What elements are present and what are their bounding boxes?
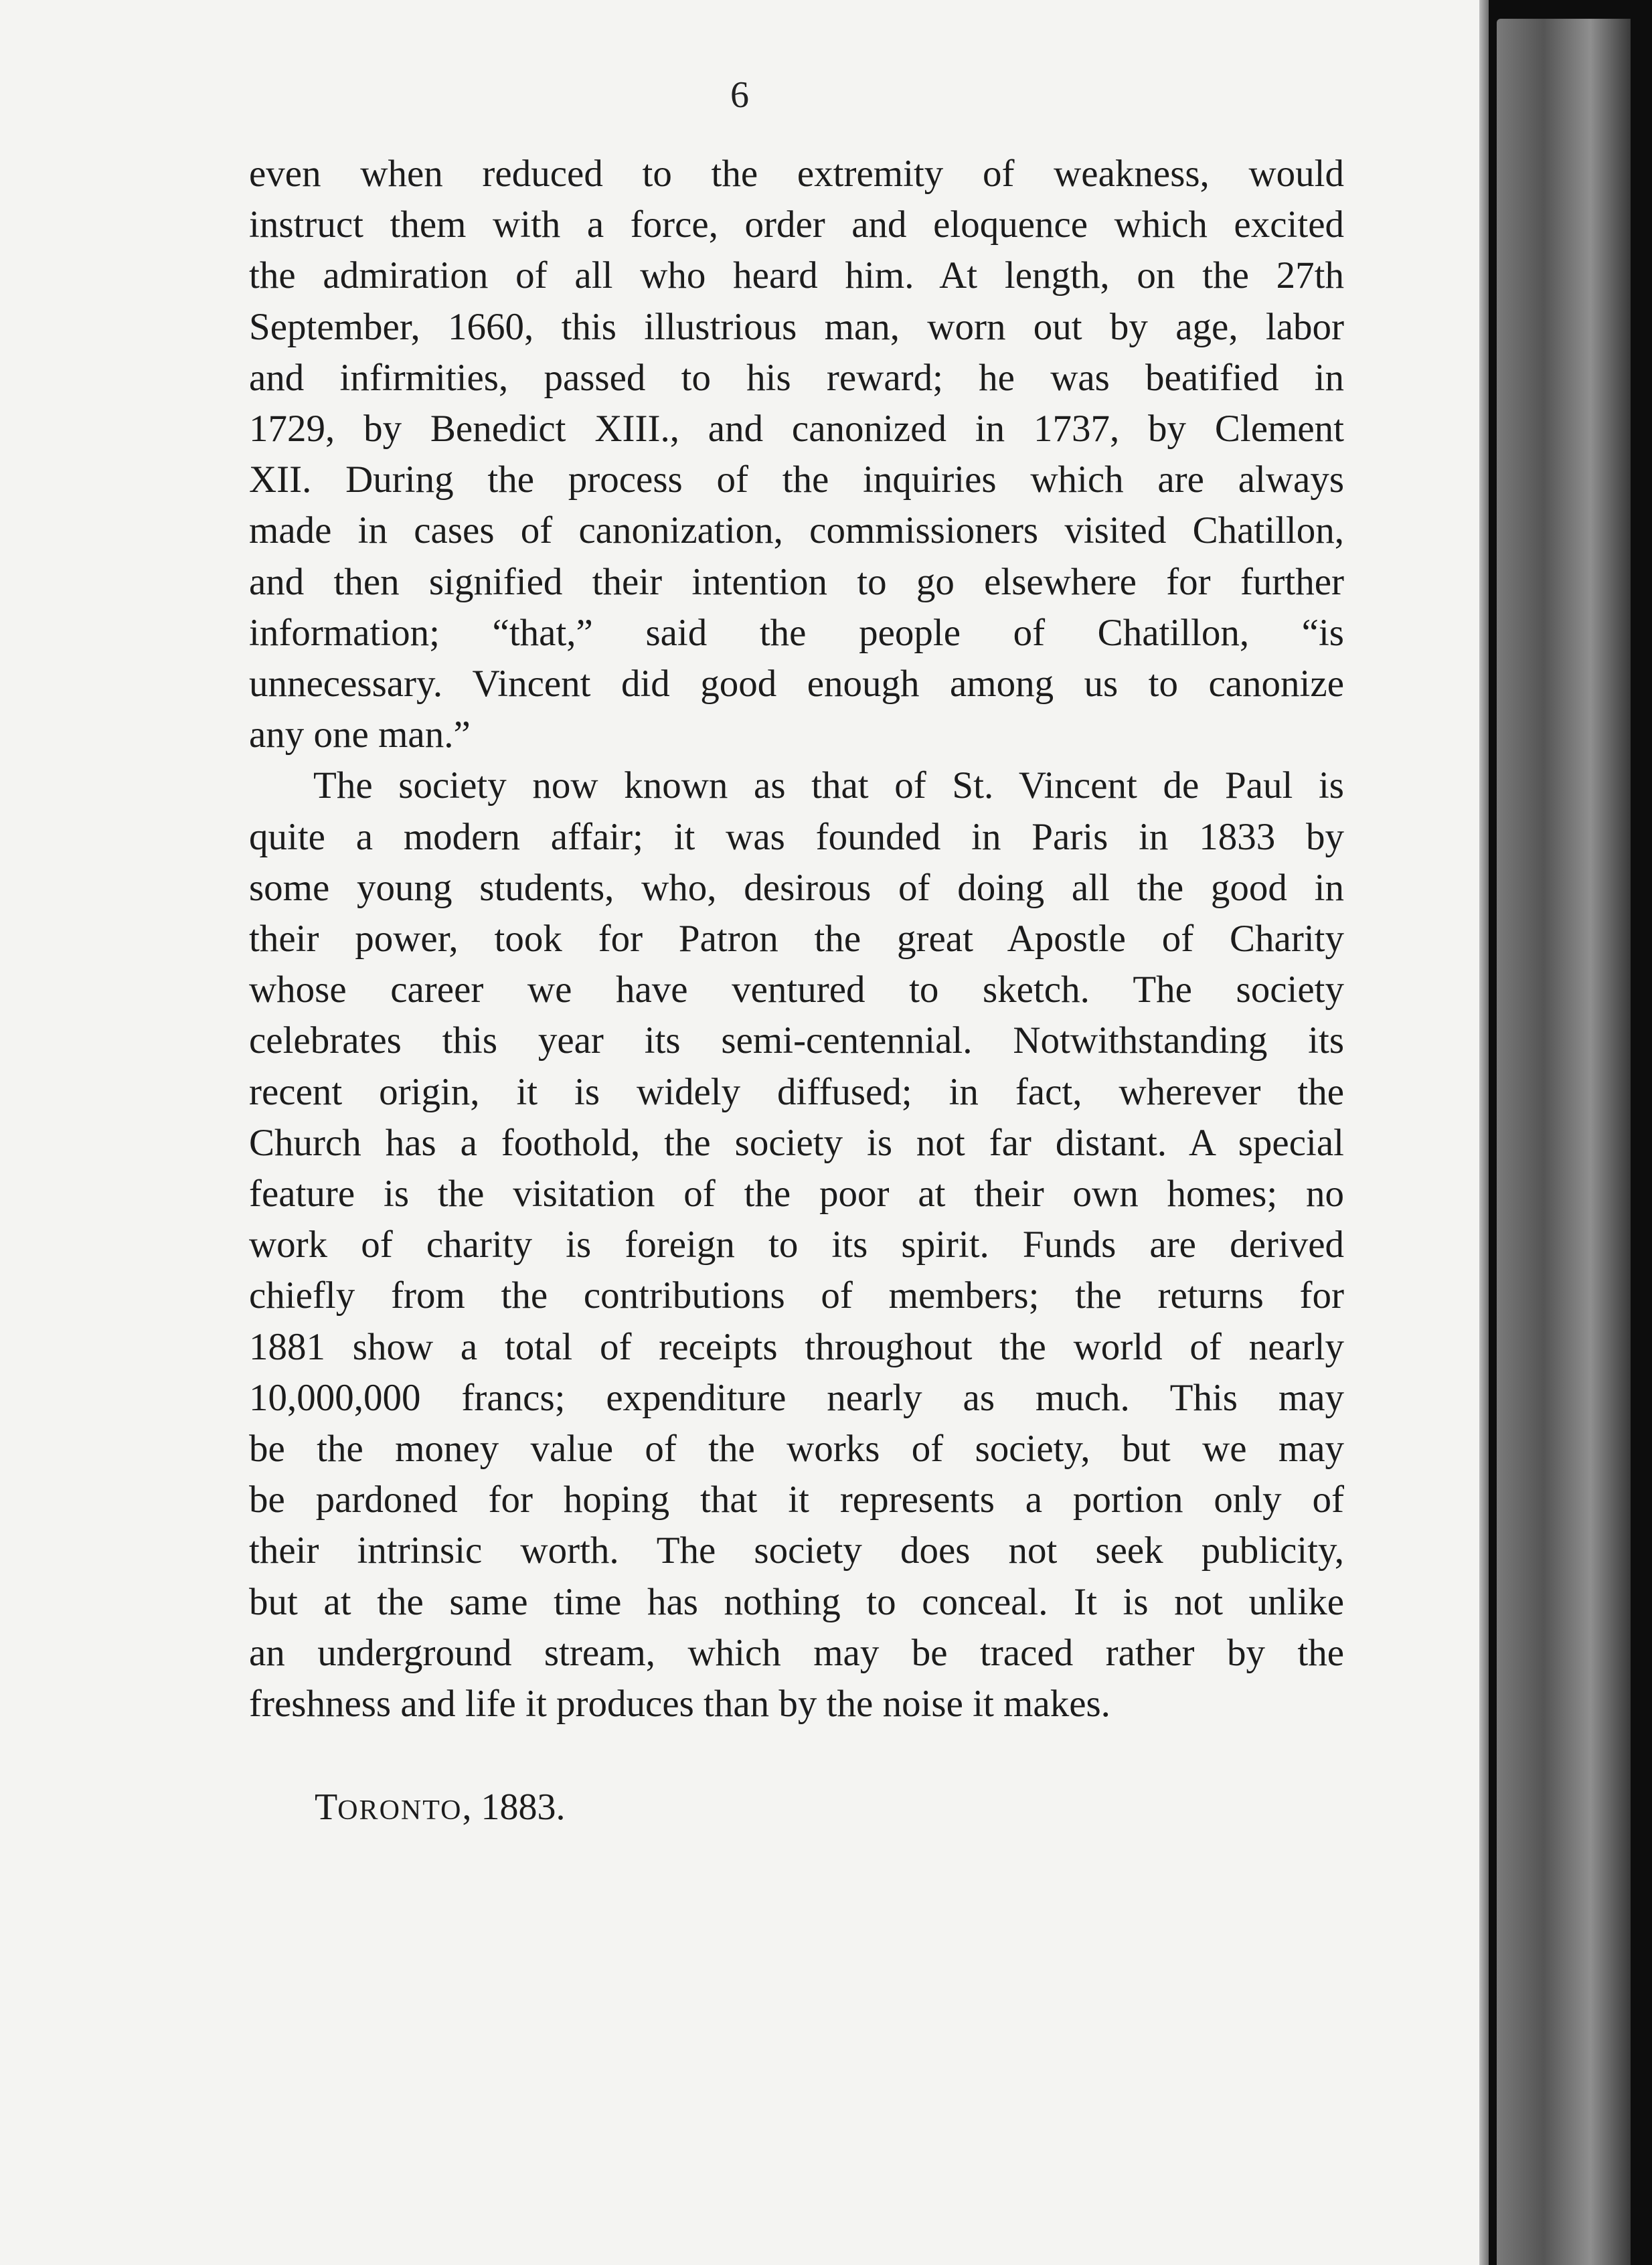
- text-line: their power, took for Patron the great Apostle of Charity: [249, 918, 1344, 960]
- text-line: September, 1660, this illustrious man, worn out by age, labor: [249, 305, 1344, 348]
- text-line: and infirmities, passed to his reward; he was beatified in: [249, 356, 1344, 399]
- text-line: the admiration of all who heard him. At length, on the 27th: [249, 254, 1344, 297]
- text-line: feature is the visitation of the poor at their own homes; no: [249, 1173, 1344, 1215]
- text-line: be pardoned for hoping that it represents a portion only of: [249, 1479, 1344, 1521]
- text-line: some young students, who, desirous of doing all the good in: [249, 866, 1344, 909]
- page-edge-shadow: [1479, 0, 1489, 2265]
- text-line: recent origin, it is widely diffused; in fact, wherever the: [249, 1070, 1344, 1113]
- back-leaf: [1497, 19, 1631, 2265]
- text-line: information; “that,” said the people of Chatillon, “is: [249, 611, 1344, 654]
- paragraph-1: [249, 149, 1344, 760]
- text-line: 10,000,000 francs; expenditure nearly as much. This may: [249, 1376, 1344, 1419]
- text-line: celebrates this year its semi-centennial. Notwithstanding its: [249, 1019, 1344, 1062]
- text-line: XII. During the process of the inquiries which are always: [249, 458, 1344, 501]
- text-line: unnecessary. Vincent did good enough among us to canonize: [249, 663, 1344, 705]
- text-line: chiefly from the contributions of members; the returns for: [249, 1274, 1344, 1317]
- text-line: but at the same time has nothing to conceal. It is not unlike: [249, 1580, 1344, 1623]
- text-line: whose career we have ventured to sketch. The society: [249, 969, 1344, 1011]
- text-line: even when reduced to the extremity of weakness, would: [249, 153, 1344, 195]
- body-text: [249, 149, 1344, 1730]
- place-rest: ORONTO: [337, 1795, 463, 1826]
- text-line: an underground stream, which may be traced rather by the: [249, 1631, 1344, 1674]
- page-number: 6: [730, 74, 749, 116]
- text-line: their intrinsic worth. The society does not seek publicity,: [249, 1529, 1344, 1572]
- text-line: 1881 show a total of receipts throughout the world of nearly: [249, 1325, 1344, 1368]
- text-line: be the money value of the works of society, but we may: [249, 1428, 1344, 1471]
- text-line: any one man.”: [249, 714, 471, 756]
- place-initial: T: [315, 1786, 338, 1828]
- text-line: The society now known as that of St. Vincent de Paul is: [313, 764, 1344, 807]
- text-line: instruct them with a force, order and eloquence which excited: [249, 203, 1344, 246]
- text-line: 1729, by Benedict XIII., and canonized in 1737, by Clement: [249, 408, 1344, 450]
- text-line: freshness and life it produces than by the noise it makes.: [249, 1683, 1110, 1726]
- paragraph-2: [249, 760, 1344, 1730]
- date: , 1883.: [462, 1786, 566, 1828]
- text-line: and then signified their intention to go elsewhere for further: [249, 560, 1344, 603]
- text-line: work of charity is foreign to its spirit. Funds are derived: [249, 1224, 1344, 1266]
- place-and-date: [315, 1786, 565, 1829]
- text-line: Church has a foothold, the society is not far distant. A special: [249, 1121, 1344, 1164]
- text-line: made in cases of canonization, commissioners visited Chatillon,: [249, 509, 1344, 552]
- text-line: quite a modern affair; it was founded in Paris in 1833 by: [249, 815, 1344, 858]
